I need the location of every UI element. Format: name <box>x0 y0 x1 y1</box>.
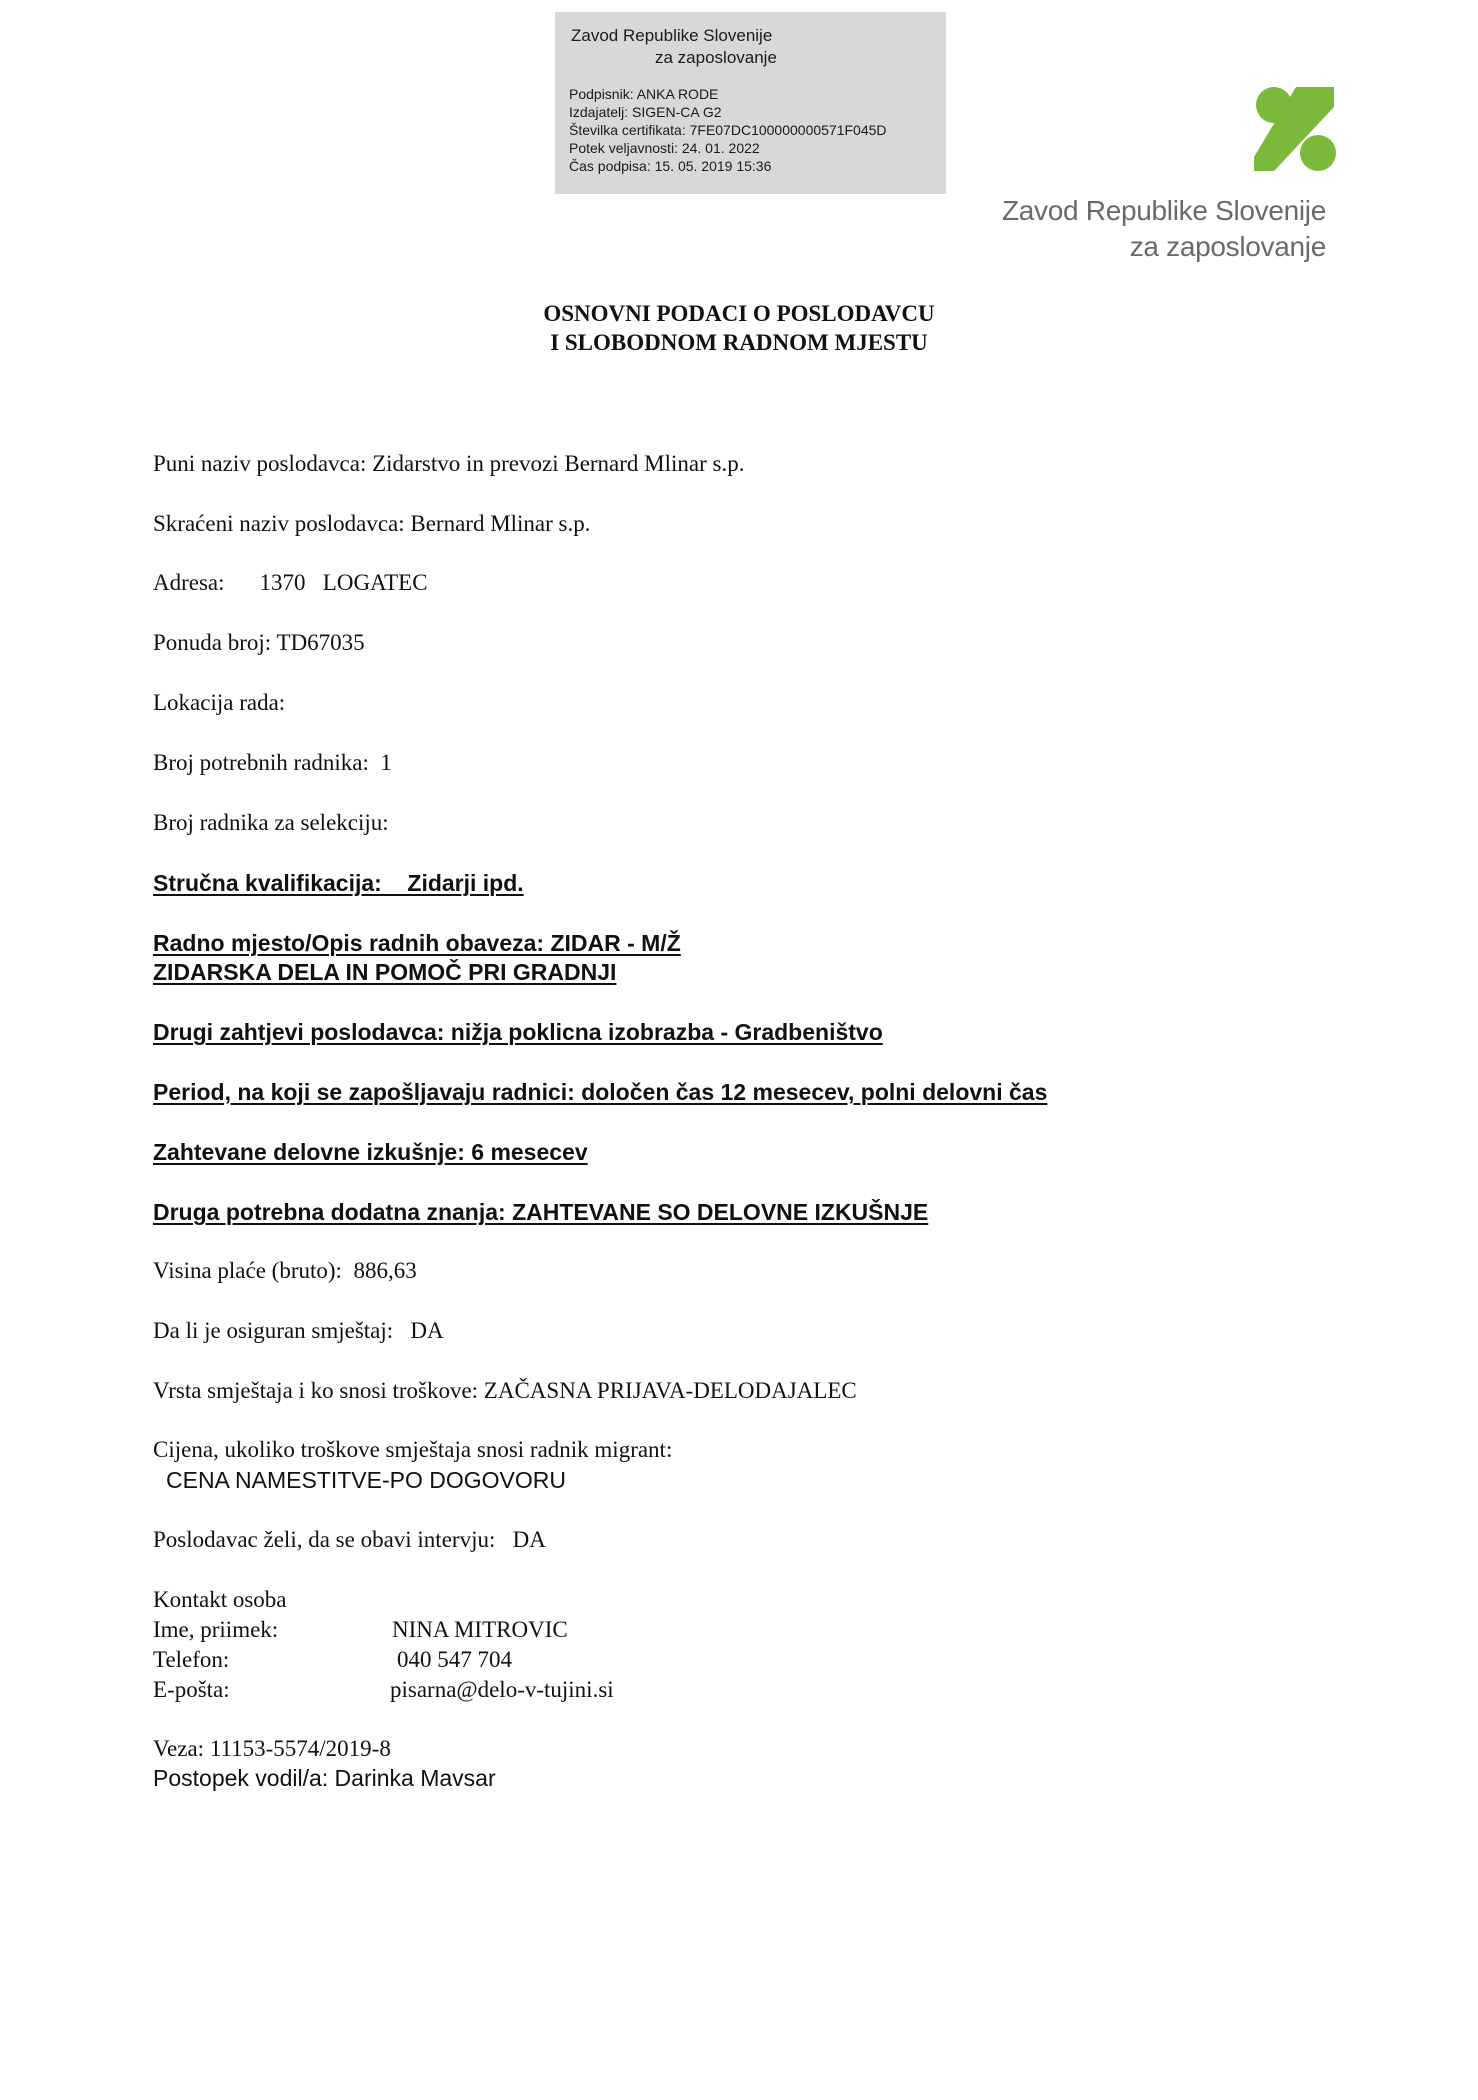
signature-issuer: Izdajatelj: SIGEN-CA G2 <box>569 104 722 120</box>
signature-signer: Podpisnik: ANKA RODE <box>569 86 719 102</box>
contact-email-value[interactable]: pisarna@delo-v-tujini.si <box>390 1677 614 1702</box>
signature-org-line1: Zavod Republike Slovenije <box>571 26 773 45</box>
signature-valid-until: Potek veljavnosti: 24. 01. 2022 <box>569 140 760 156</box>
accommodation-price-value: CENA NAMESTITVE-PO DOGOVORU <box>166 1467 566 1493</box>
document-title-line1: OSNOVNI PODACI O POSLODAVCU <box>543 301 935 326</box>
contact-title: Kontakt osoba <box>153 1587 287 1612</box>
employer-short-name: Skraćeni naziv poslodavca: Bernard Mlinar s.p. <box>153 511 591 536</box>
signature-certificate: Številka certifikata: 7FE07DC100000000571F045D <box>569 122 887 138</box>
required-experience: Zahtevane delovne izkušnje: 6 mesecev <box>153 1139 588 1165</box>
document-title-line2: I SLOBODNOM RADNOM MJESTU <box>550 330 928 355</box>
salary: Visina plaće (bruto): 886,63 <box>153 1258 417 1283</box>
handled-by: Postopek vodil/a: Darinka Mavsar <box>153 1765 496 1791</box>
logo-text-line1: Zavod Republike Slovenije <box>1001 195 1326 226</box>
workers-for-selection: Broj radnika za selekciju: <box>153 810 389 835</box>
contact-name-label: Ime, priimek: <box>153 1617 279 1642</box>
contact-phone-label: Telefon: <box>153 1647 230 1672</box>
offer-number: Ponuda broj: TD67035 <box>153 630 365 655</box>
address-label: Adresa: <box>153 570 225 595</box>
employer-full-name: Puni naziv poslodavca: Zidarstvo in prevozi Bernard Mlinar s.p. <box>153 451 745 476</box>
other-requirements: Drugi zahtjevi poslodavca: nižja poklicna izobrazba - Gradbeništvo <box>153 1019 883 1045</box>
accommodation-type: Vrsta smještaja i ko snosi troškove: ZAČASNA PRIJAVA-DELODAJALEC <box>153 1378 857 1403</box>
accommodation-price-label: Cijena, ukoliko troškove smještaja snosi radnik migrant: <box>153 1437 673 1462</box>
qualification: Stručna kvalifikacija: Zidarji ipd. <box>153 870 524 896</box>
interview-wanted: Poslodavac želi, da se obavi intervju: DA <box>153 1527 546 1552</box>
digital-signature-box <box>555 12 946 194</box>
work-location: Lokacija rada: <box>153 690 286 715</box>
additional-knowledge: Druga potrebna dodatna znanja: ZAHTEVANE SO DELOVNE IZKUŠNJE <box>153 1199 929 1225</box>
reference-number: Veza: 11153-5574/2019-8 <box>153 1736 391 1761</box>
employment-period: Period, na koji se zapošljavaju radnici: določen čas 12 mesecev, polni delovni čas <box>153 1079 1048 1105</box>
workers-needed: Broj potrebnih radnika: 1 <box>153 750 392 775</box>
address-value: 1370 LOGATEC <box>259 570 428 595</box>
position-description-line1: Radno mjesto/Opis radnih obaveza: ZIDAR - M/Ž <box>153 930 681 956</box>
employer-address <box>153 570 428 596</box>
zrss-logo-icon <box>1250 85 1340 175</box>
signature-signed-at: Čas podpisa: 15. 05. 2019 15:36 <box>569 158 772 174</box>
contact-email-label: E-pošta: <box>153 1677 230 1702</box>
logo-text-line2: za zaposlovanje <box>1129 231 1326 262</box>
signature-org-line2: za zaposlovanje <box>655 48 777 67</box>
position-description-line2: ZIDARSKA DELA IN POMOČ PRI GRADNJI <box>153 959 617 985</box>
accommodation-provided: Da li je osiguran smještaj: DA <box>153 1318 444 1343</box>
contact-name-value: NINA MITROVIC <box>392 1617 568 1642</box>
contact-phone-value: 040 547 704 <box>397 1647 512 1672</box>
